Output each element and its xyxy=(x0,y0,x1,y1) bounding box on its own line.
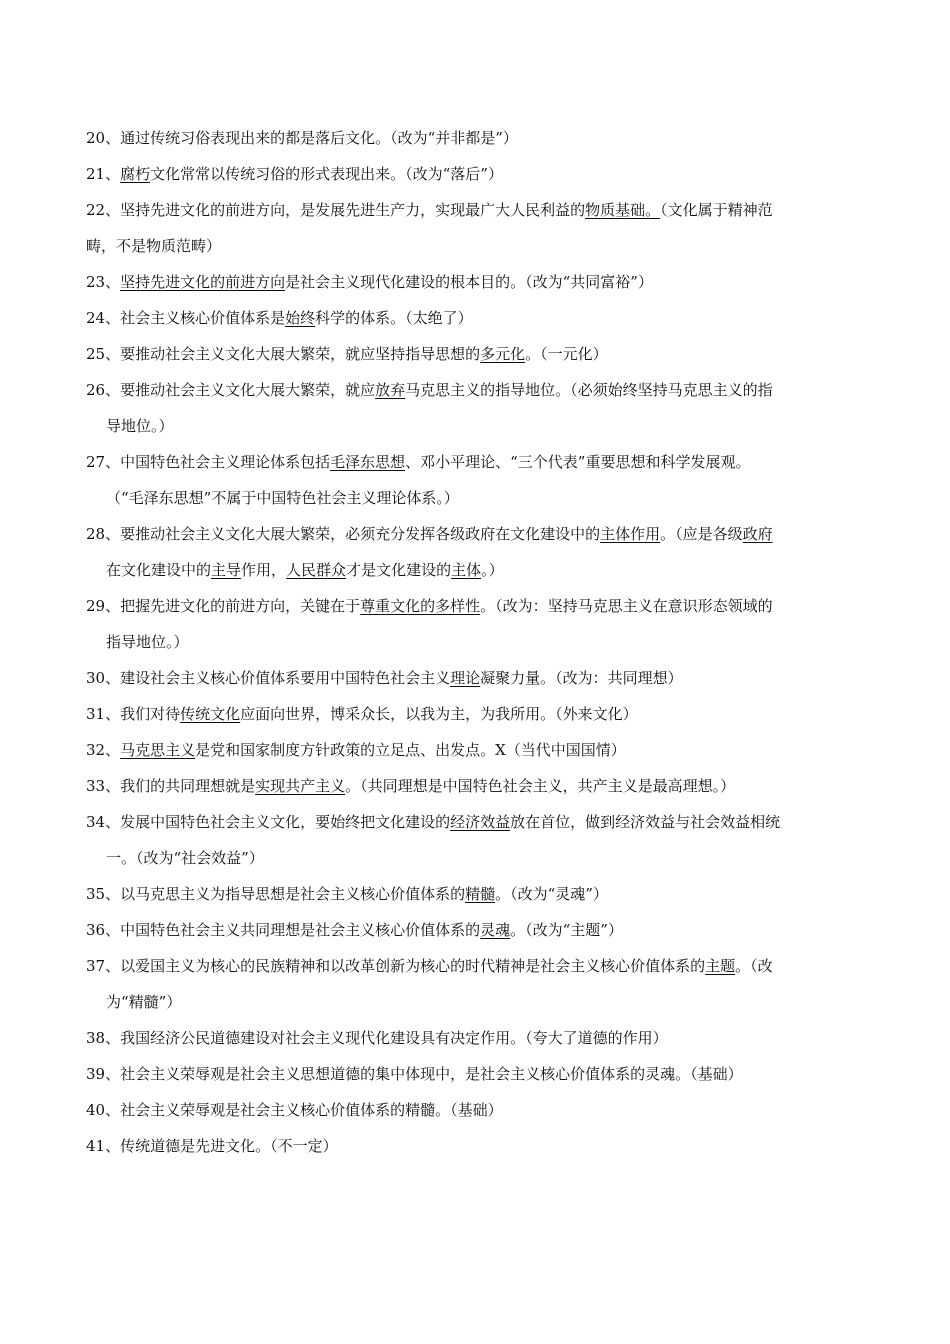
underlined-term: 毛泽东思想 xyxy=(330,453,406,471)
underlined-term: 灵魂 xyxy=(480,921,511,939)
text-segment: 38、我国经济公民道德建设对社会主义现代化建设具有决定作用。（夸大了道德的作用） xyxy=(86,1029,668,1047)
underlined-term: 主导 xyxy=(211,561,242,579)
text-segment: 凝聚力量。（改为：共同理想） xyxy=(480,669,683,687)
underlined-term: 传统文化 xyxy=(180,705,241,723)
question-item xyxy=(86,696,868,732)
question-item xyxy=(86,1128,868,1164)
text-segment: 是党和国家制度方针政策的立足点、出发点。X（当代中国国情） xyxy=(195,741,626,759)
text-segment: 32、 xyxy=(86,741,121,759)
text-segment: 。（改 xyxy=(735,957,773,975)
text-segment: 放在首位，做到经济效益与社会效益相统 xyxy=(510,813,781,831)
underlined-term: 政府 xyxy=(742,525,773,543)
underlined-term: 坚持先进文化的前进方向 xyxy=(120,273,286,291)
question-continuation-line xyxy=(86,408,868,444)
question-item xyxy=(86,588,868,660)
text-segment: 31、我们对待 xyxy=(86,705,181,723)
text-segment: 41、传统道德是先进文化。（不一定） xyxy=(86,1137,338,1155)
text-segment: 是社会主义现代化建设的根本目的。（改为“共同富裕”） xyxy=(285,273,653,291)
question-line xyxy=(86,588,868,624)
text-segment: 。） xyxy=(481,561,504,579)
text-segment: 29、把握先进文化的前进方向，关键在于 xyxy=(86,597,361,615)
text-segment: 35、以马克思主义为指导思想是社会主义核心价值体系的 xyxy=(86,885,466,903)
text-segment: 畴，不是物质范畴） xyxy=(86,237,222,255)
question-line xyxy=(86,804,868,840)
question-item xyxy=(86,372,868,444)
underlined-term: 尊重文化的多样性 xyxy=(360,597,481,615)
question-line xyxy=(86,768,868,804)
question-line xyxy=(86,732,868,768)
question-line xyxy=(86,912,868,948)
question-line xyxy=(86,264,868,300)
text-segment: 应面向世界，博采众长，以我为主，为我所用。（外来文化） xyxy=(240,705,638,723)
question-line xyxy=(86,1020,868,1056)
underlined-term: 精髓 xyxy=(465,885,496,903)
question-item xyxy=(86,120,868,156)
text-segment: 28、要推动社会主义文化大展大繁荣，必须充分发挥各级政府在文化建设中的 xyxy=(86,525,601,543)
text-segment: 为“精髓”） xyxy=(106,993,182,1011)
question-item xyxy=(86,192,868,264)
question-line xyxy=(86,336,868,372)
text-segment: 在文化建设中的 xyxy=(106,561,212,579)
text-segment: 23、 xyxy=(86,273,121,291)
question-item xyxy=(86,660,868,696)
text-segment: 。（改为：坚持马克思主义在意识形态领域的 xyxy=(480,597,773,615)
underlined-term: 人民群众 xyxy=(286,561,347,579)
text-segment: 25、要推动社会主义文化大展大繁荣，就应坚持指导思想的 xyxy=(86,345,481,363)
text-segment: 26、要推动社会主义文化大展大繁荣，就应 xyxy=(86,381,376,399)
text-segment: 。（一元化） xyxy=(525,345,608,363)
text-segment: 37、以爱国主义为核心的民族精神和以改革创新为核心的时代精神是社会主义核心价值体系的 xyxy=(86,957,706,975)
text-segment: 27、中国特色社会主义理论体系包括 xyxy=(86,453,331,471)
question-continuation-line xyxy=(86,228,868,264)
question-line xyxy=(86,120,868,156)
underlined-term: 腐朽 xyxy=(120,165,151,183)
question-continuation-line xyxy=(86,480,868,516)
question-continuation-line xyxy=(86,624,868,660)
text-segment: 文化常常以传统习俗的形式表现出来。（改为“落后”） xyxy=(150,165,503,183)
underlined-term: 物质基础。 xyxy=(585,201,661,219)
text-segment: 马克思主义的指导地位。（必须始终坚持马克思主义的指 xyxy=(405,381,773,399)
text-segment: 30、建设社会主义核心价值体系要用中国特色社会主义 xyxy=(86,669,451,687)
question-item xyxy=(86,336,868,372)
text-segment: 指导地位。） xyxy=(106,633,189,651)
text-segment: 33、我们的共同理想就是 xyxy=(86,777,256,795)
text-segment: 、邓小平理论、“三个代表”重要思想和科学发展观。 xyxy=(405,453,751,471)
underlined-term: 理论 xyxy=(450,669,481,687)
question-line xyxy=(86,948,868,984)
text-segment: 。（改为“灵魂”） xyxy=(495,885,608,903)
question-item xyxy=(86,732,868,768)
text-segment: 。（应是各级 xyxy=(660,525,743,543)
document-page xyxy=(86,120,868,1164)
question-line xyxy=(86,660,868,696)
question-line xyxy=(86,516,868,552)
question-line xyxy=(86,192,868,228)
question-line xyxy=(86,156,868,192)
text-segment: 34、发展中国特色社会主义文化，要始终把文化建设的 xyxy=(86,813,451,831)
question-line xyxy=(86,444,868,480)
text-segment: （“毛泽东思想”不属于中国特色社会主义理论体系。） xyxy=(106,489,459,507)
question-item xyxy=(86,300,868,336)
question-item xyxy=(86,516,868,588)
question-line xyxy=(86,1128,868,1164)
question-continuation-line xyxy=(86,552,868,588)
underlined-term: 马克思主义 xyxy=(120,741,196,759)
text-segment: 。（改为“主题”） xyxy=(510,921,623,939)
underlined-term: 多元化 xyxy=(480,345,526,363)
question-item xyxy=(86,156,868,192)
text-segment: 作用， xyxy=(241,561,287,579)
question-item xyxy=(86,1092,868,1128)
text-segment: 39、社会主义荣辱观是社会主义思想道德的集中体现中，是社会主义核心价值体系的灵魂。（基础） xyxy=(86,1065,743,1083)
question-line xyxy=(86,696,868,732)
underlined-term: 实现共产主义 xyxy=(255,777,346,795)
text-segment: （文化属于精神范 xyxy=(660,201,773,219)
question-item xyxy=(86,768,868,804)
question-line xyxy=(86,300,868,336)
text-segment: 导地位。） xyxy=(106,417,174,435)
text-segment: 21、 xyxy=(86,165,121,183)
question-item xyxy=(86,876,868,912)
underlined-term: 经济效益 xyxy=(450,813,511,831)
question-line xyxy=(86,372,868,408)
underlined-term: 主体 xyxy=(451,561,482,579)
underlined-term: 始终 xyxy=(285,309,316,327)
text-segment: 才是文化建设的 xyxy=(346,561,452,579)
question-item xyxy=(86,1020,868,1056)
question-item xyxy=(86,264,868,300)
text-segment: 22、坚持先进文化的前进方向，是发展先进生产力，实现最广大人民利益的 xyxy=(86,201,586,219)
text-segment: 36、中国特色社会主义共同理想是社会主义核心价值体系的 xyxy=(86,921,481,939)
question-line xyxy=(86,1092,868,1128)
text-segment: 40、社会主义荣辱观是社会主义核心价值体系的精髓。（基础） xyxy=(86,1101,503,1119)
question-item xyxy=(86,1056,868,1092)
text-segment: 20、通过传统习俗表现出来的都是落后文化。（改为“并非都是”） xyxy=(86,129,518,147)
question-continuation-line xyxy=(86,984,868,1020)
question-item xyxy=(86,444,868,516)
question-item xyxy=(86,804,868,876)
underlined-term: 主题 xyxy=(705,957,736,975)
text-segment: 科学的体系。（太绝了） xyxy=(315,309,473,327)
underlined-term: 主体作用 xyxy=(600,525,661,543)
text-segment: 一。（改为“社会效益”） xyxy=(106,849,264,867)
question-continuation-line xyxy=(86,840,868,876)
question-line xyxy=(86,1056,868,1092)
underlined-term: 放弃 xyxy=(375,381,406,399)
text-segment: 24、社会主义核心价值体系是 xyxy=(86,309,286,327)
question-item xyxy=(86,912,868,948)
text-segment: 。（共同理想是中国特色社会主义，共产主义是最高理想。） xyxy=(345,777,736,795)
question-line xyxy=(86,876,868,912)
question-item xyxy=(86,948,868,1020)
